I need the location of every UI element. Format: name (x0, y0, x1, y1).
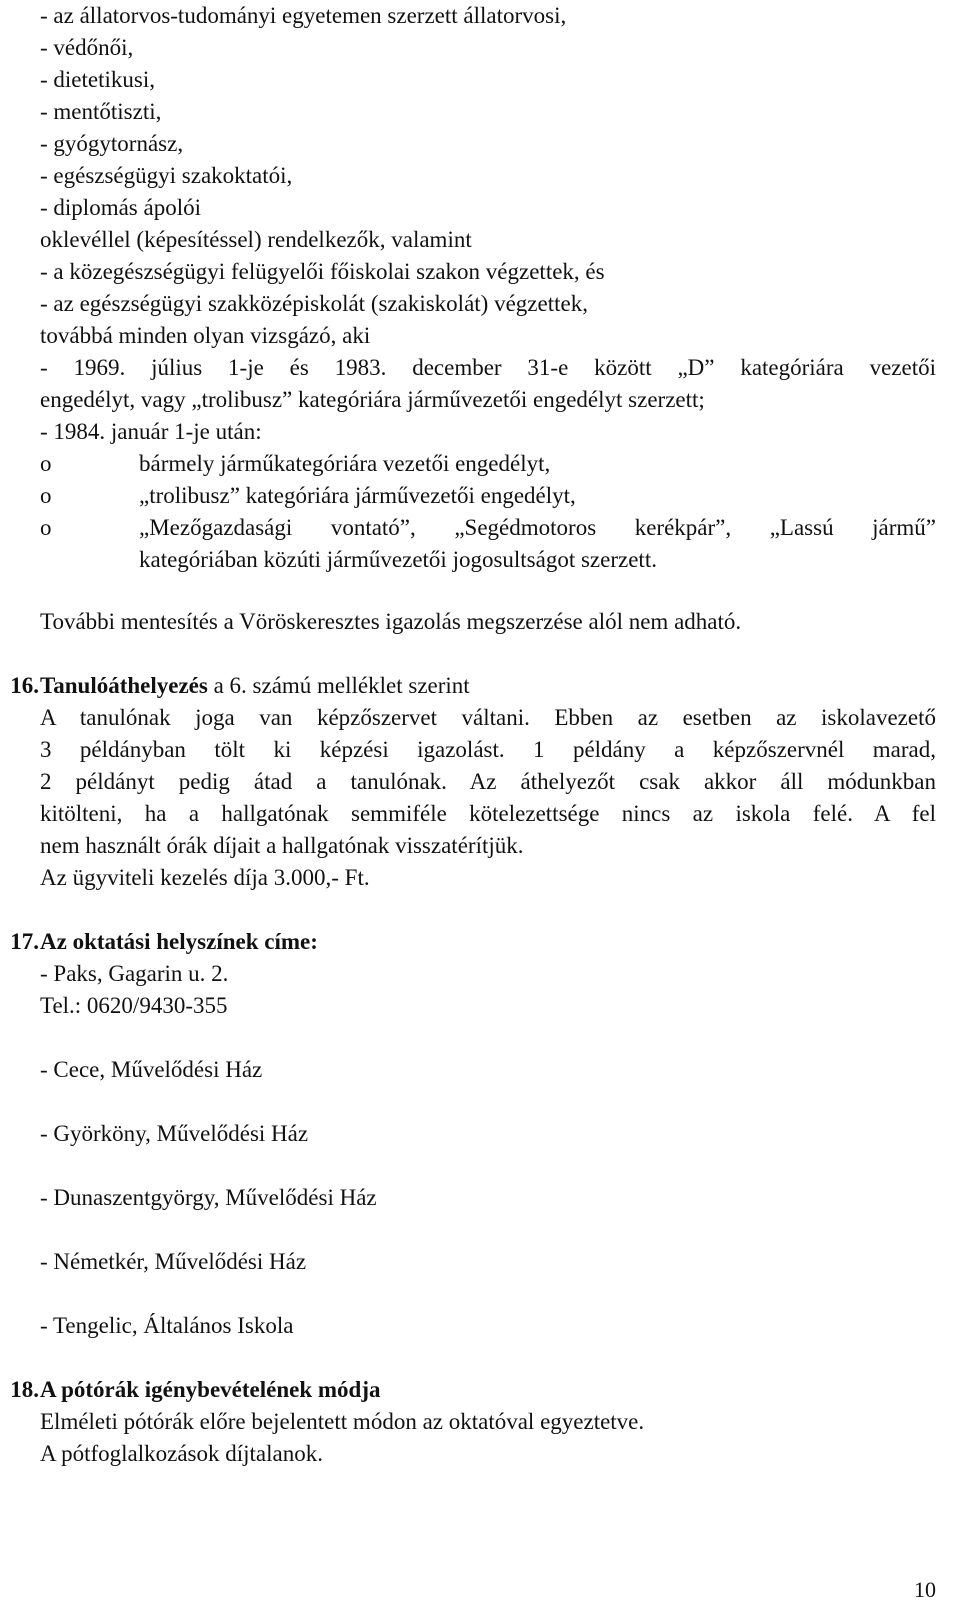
paragraph-line: oklevéllel (képesítéssel) rendelkezők, valamint (40, 227, 472, 252)
location-item: - Németkér, Művelődési Ház (40, 1249, 307, 1274)
paragraph-line: engedélyt, vagy „trolibusz” kategóriára járművezetői engedélyt szerzett; (40, 387, 705, 412)
paragraph-line: A tanulónak joga van képzőszervet váltani. Ebben az esetben az iskolavezető (40, 705, 936, 730)
list-item: - az egészségügyi szakközépiskolát (szakiskolát) végzettek, (40, 291, 588, 316)
page-number: 10 (914, 1577, 936, 1602)
list-item: - védőnői, (40, 35, 134, 60)
section-heading (40, 926, 936, 958)
section-title: Tanulóáthelyezés (40, 673, 208, 698)
sub-list-item: kategóriában közúti járművezetői jogosultságot szerzett. (139, 547, 657, 572)
section-heading (40, 670, 936, 702)
phone-number: Tel.: 0620/9430-355 (40, 993, 228, 1018)
list-item: - mentőtiszti, (40, 99, 162, 124)
paragraph-line: A pótfoglalkozások díjtalanok. (40, 1441, 323, 1466)
paragraph-line: 3 példányban tölt ki képzési igazolást. 1 példány a képzőszervnél marad, (40, 737, 936, 762)
list-item: - egészségügyi szakoktatói, (40, 163, 293, 188)
section-heading (40, 1374, 936, 1406)
section-title: Az oktatási helyszínek címe: (40, 929, 318, 954)
paragraph-line: nem használt órák díjait a hallgatónak visszatérítjük. (40, 833, 524, 858)
list-item: - a közegészségügyi felügyelői főiskolai szakon végzettek, és (40, 259, 605, 284)
paragraph-line: Elméleti pótórák előre bejelentett módon az oktatóval egyeztetve. (40, 1409, 645, 1434)
sub-list-item: bármely járműkategóriára vezetői engedélyt, (139, 451, 551, 476)
bullet-marker: o (40, 451, 52, 476)
sub-list-item: „Mezőgazdasági vontató”, „Segédmotoros kerékpár”, „Lassú jármű” (139, 515, 936, 540)
section-number: 18. (10, 1377, 39, 1402)
list-item: - dietetikusi, (40, 67, 155, 92)
bullet-marker: o (40, 515, 52, 540)
section-title-rest: a 6. számú melléklet szerint (207, 673, 470, 698)
list-item: - 1969. július 1-je és 1983. december 31-e között „D” kategóriára vezetői (40, 355, 936, 380)
paragraph-line: továbbá minden olyan vizsgázó, aki (40, 323, 371, 348)
paragraph-line: kitölteni, ha a hallgatónak semmiféle kötelezettsége nincs az iskola felé. A fel (40, 801, 936, 826)
list-item: - 1984. január 1-je után: (40, 419, 262, 444)
bullet-marker: o (40, 483, 52, 508)
paragraph-line: Az ügyviteli kezelés díja 3.000,- Ft. (40, 865, 370, 890)
list-item: - gyógytornász, (40, 131, 184, 156)
list-item: - az állatorvos-tudományi egyetemen szerzett állatorvosi, (40, 3, 567, 28)
sub-list-item: „trolibusz” kategóriára járművezetői engedélyt, (139, 483, 576, 508)
location-item: - Dunaszentgyörgy, Művelődési Ház (40, 1185, 377, 1210)
paragraph-line: 2 példányt pedig átad a tanulónak. Az áthelyezőt csak akkor áll módunkban (40, 769, 936, 794)
section-number: 17. (10, 929, 39, 954)
section-number: 16. (10, 673, 39, 698)
list-item: - diplomás ápolói (40, 195, 201, 220)
location-item: - Cece, Művelődési Ház (40, 1057, 263, 1082)
location-item: - Paks, Gagarin u. 2. (40, 961, 229, 986)
paragraph-line: További mentesítés a Vöröskeresztes igazolás megszerzése alól nem adható. (40, 609, 742, 634)
location-item: - Györköny, Művelődési Ház (40, 1121, 309, 1146)
location-item: - Tengelic, Általános Iskola (40, 1313, 294, 1338)
section-title: A pótórák igénybevételének módja (40, 1377, 381, 1402)
